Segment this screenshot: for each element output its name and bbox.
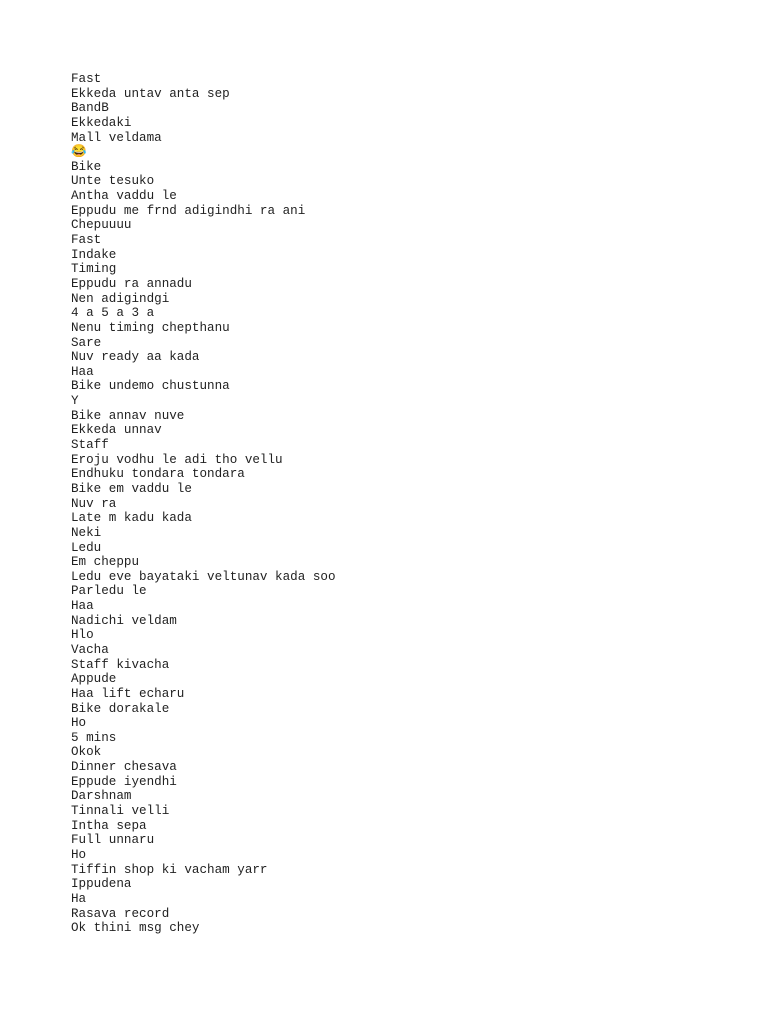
transcript-line: Fast <box>71 233 102 248</box>
transcript-line: Ekkeda untav anta sep <box>71 86 230 101</box>
transcript-line: Ho <box>71 847 87 862</box>
transcript-line: Ippudena <box>71 877 132 892</box>
transcript-line: Tiffin shop ki vacham yarr <box>71 862 268 877</box>
transcript-line: Antha vaddu le <box>71 189 177 204</box>
transcript-line: Ho <box>71 716 87 731</box>
transcript-line: Nuv ready aa kada <box>71 350 200 365</box>
transcript-line: Chepuuuu <box>71 218 132 233</box>
transcript-line: Ledu <box>71 540 102 555</box>
transcript-line: Vacha <box>71 642 109 657</box>
transcript-line: Eroju vodhu le adi tho vellu <box>71 452 283 467</box>
transcript-line: Ekkeda unnav <box>71 423 162 438</box>
transcript-line: Full unnaru <box>71 833 155 848</box>
transcript-line: Ekkedaki <box>71 115 132 130</box>
transcript-line: Bike annav nuve <box>71 408 185 423</box>
transcript-line: Late m kadu kada <box>71 511 192 526</box>
transcript-line: Eppudu me frnd adigindhi ra ani <box>71 203 306 218</box>
transcript-line: Ok thini msg chey <box>71 921 200 936</box>
transcript-line: Em cheppu <box>71 555 140 570</box>
transcript-line: Ledu eve bayataki veltunav kada soo <box>71 569 336 584</box>
transcript-line: 4 a 5 a 3 a <box>71 306 155 321</box>
transcript-line: Haa <box>71 599 94 614</box>
transcript-line: Staff <box>71 438 109 453</box>
transcript-line: Timing <box>71 262 117 277</box>
transcript-line: Neki <box>71 525 102 540</box>
transcript-line: Nuv ra <box>71 496 117 511</box>
transcript-line: Intha sepa <box>71 818 147 833</box>
transcript-line: BandB <box>71 101 109 116</box>
transcript-line: Sare <box>71 335 102 350</box>
chat-transcript <box>71 72 336 936</box>
transcript-line: Hlo <box>71 628 94 643</box>
transcript-line: Bike <box>71 159 102 174</box>
transcript-line: Ha <box>71 891 87 906</box>
transcript-line: Nenu timing chepthanu <box>71 320 230 335</box>
transcript-line: Rasava record <box>71 906 170 921</box>
transcript-line: Nen adigindgi <box>71 291 170 306</box>
transcript-line: Haa lift echaru <box>71 686 185 701</box>
transcript-line: Staff kivacha <box>71 657 170 672</box>
transcript-line: Parledu le <box>71 584 147 599</box>
transcript-line: Nadichi veldam <box>71 613 177 628</box>
transcript-line: Unte tesuko <box>71 174 155 189</box>
transcript-line: Appude <box>71 672 117 687</box>
transcript-line: Darshnam <box>71 789 132 804</box>
transcript-line: Mall veldama <box>71 130 162 145</box>
transcript-line: Bike dorakale <box>71 701 170 716</box>
transcript-line: Y <box>71 394 79 409</box>
transcript-line: Fast <box>71 72 102 86</box>
transcript-line: Endhuku tondara tondara <box>71 467 245 482</box>
transcript-line: Haa <box>71 364 94 379</box>
transcript-line: Bike em vaddu le <box>71 481 192 496</box>
transcript-line: Okok <box>71 745 102 760</box>
transcript-line: Dinner chesava <box>71 760 177 775</box>
transcript-line: Tinnali velli <box>71 804 170 819</box>
transcript-line: Eppudu ra annadu <box>71 276 192 291</box>
transcript-line: Eppude iyendhi <box>71 774 177 789</box>
transcript-line: Indake <box>71 247 117 262</box>
transcript-line: 5 mins <box>71 730 117 745</box>
transcript-line: Bike undemo chustunna <box>71 379 230 394</box>
transcript-line: 😂 <box>71 145 87 160</box>
